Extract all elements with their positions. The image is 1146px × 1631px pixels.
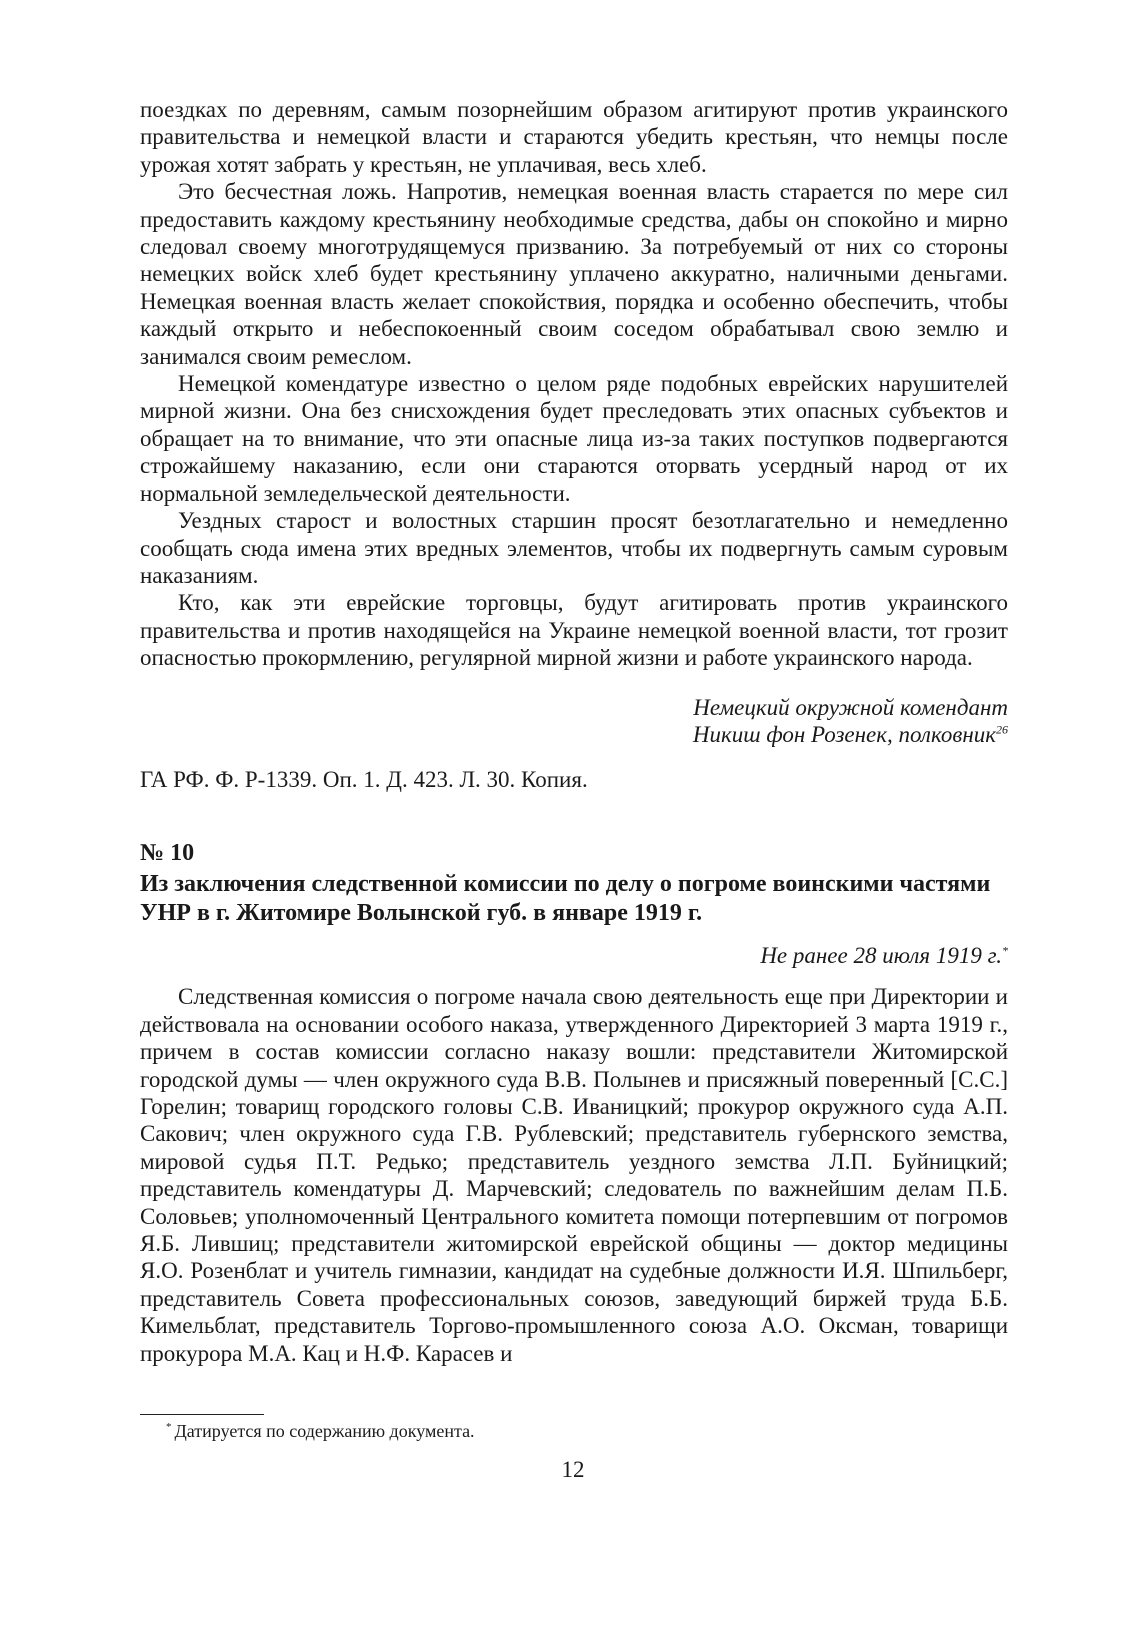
paragraph: Уездных старост и волостных старшин просят безотлагательно и немедленно сообщать сюда имена этих вредных элементов, чтобы их подвергнуть самым суровым наказаниям.	[140, 508, 1008, 588]
document-number: № 10	[140, 840, 195, 867]
footnote-divider	[140, 1414, 264, 1415]
paragraph: Это бесчестная ложь. Напротив, немецкая военная власть старается по мере сил предоставить каждому крестьянину необходимые средства, дабы он спокойно и мирно следовал своему многотрудящемуся призванию. За потребуемый от них со стороны немецких войск хлеб будет крестьянину уплачено аккуратно, наличными деньгами. Немецкая военная власть желает спокойствия, порядка и особенно обеспечить, чтобы каждый открыто и небеспокоенный своим соседом обрабатывал свою землю и занимался своим ремеслом.	[140, 179, 1008, 369]
paragraph: Кто, как эти еврейские торговцы, будут агитировать против украинского правительства и против находящейся на Украине немецкой военной власти, тот грозит опасностью прокормлению, регулярной мирной жизни и работе украинского народа.	[140, 590, 1008, 671]
paragraph: поездках по деревням, самым позорнейшим образом агитируют против украинского правительства и немецкой власти и стараются убедить крестьян, что немцы после урожая хотят забрать у крестьян, не уплачивая, весь хлеб.	[140, 97, 1008, 177]
page-content	[140, 96, 1008, 1367]
page-number: 12	[561, 1457, 585, 1482]
signature-title: Немецкий окружной комендант	[693, 694, 1008, 720]
document-date: Не ранее 28 июля 1919 г.	[760, 943, 1002, 969]
paragraph: Немецкой комендатуре известно о целом ряде подобных еврейских нарушителей мирной жизни. Она без снисхождения будет преследовать этих опасных субъектов и обращает на то внимание, что эти опасные лица из-за таких поступков подвергаются строжайшему наказанию, если они стараются оторвать усердный народ от их нормальной земледельческой деятельности.	[140, 371, 1008, 506]
signature-name-line	[140, 721, 1008, 748]
archival-source: ГА РФ. Ф. Р-1339. Оп. 1. Д. 423. Л. 30. Копия.	[140, 767, 588, 793]
footnote	[166, 1420, 475, 1442]
signature-name: Никиш фон Розенек, полковник	[692, 721, 996, 747]
signature-block	[140, 694, 1008, 749]
footnote-text: Датируется по содержанию документа.	[174, 1421, 475, 1441]
document-title: Из заключения следственной комиссии по делу о погроме воинскими частями УНР в г. Житомире Волынской губ. в январе 1919 г.	[140, 871, 991, 927]
footnote-reference: *	[1002, 943, 1008, 958]
footnote-mark: *	[166, 1421, 172, 1434]
document-body: Следственная комиссия о погроме начала свою деятельность еще при Директории и действовала на основании особого наказа, утвержденного Директорией 3 марта 1919 г., причем в состав комиссии согласно наказу вошли: представители Житомирской городской думы — член окружного суда В.В. Полынев и присяжный поверенный [С.С.] Горелин; товарищ городского головы С.В. Иваницкий; прокурор окружного суда А.П. Сакович; член окружного суда Г.В. Рублевский; представитель губернского земства, мировой судья П.Т. Редько; представитель уездного земства Л.П. Буйницкий; представитель комендатуры Д. Марчевский; следователь по важнейшим делам П.Б. Соловьев; уполномоченный Центрального комитета помощи потерпевшим от погромов Я.Б. Лившиц; представители житомирской еврейской общины — доктор медицины Я.О. Розенблат и учитель гимназии, кандидат на судебные должности И.Я. Шпильберг, представитель Совета профессиональных союзов, заведующий биржей труда Б.Б. Кимельблат, представитель Торгово-промышленного союза А.О. Оксман, товарищи прокурора М.А. Кац и Н.Ф. Карасев и	[140, 984, 1008, 1366]
document-date-line	[140, 942, 1008, 969]
endnote-reference: 26	[996, 722, 1008, 737]
